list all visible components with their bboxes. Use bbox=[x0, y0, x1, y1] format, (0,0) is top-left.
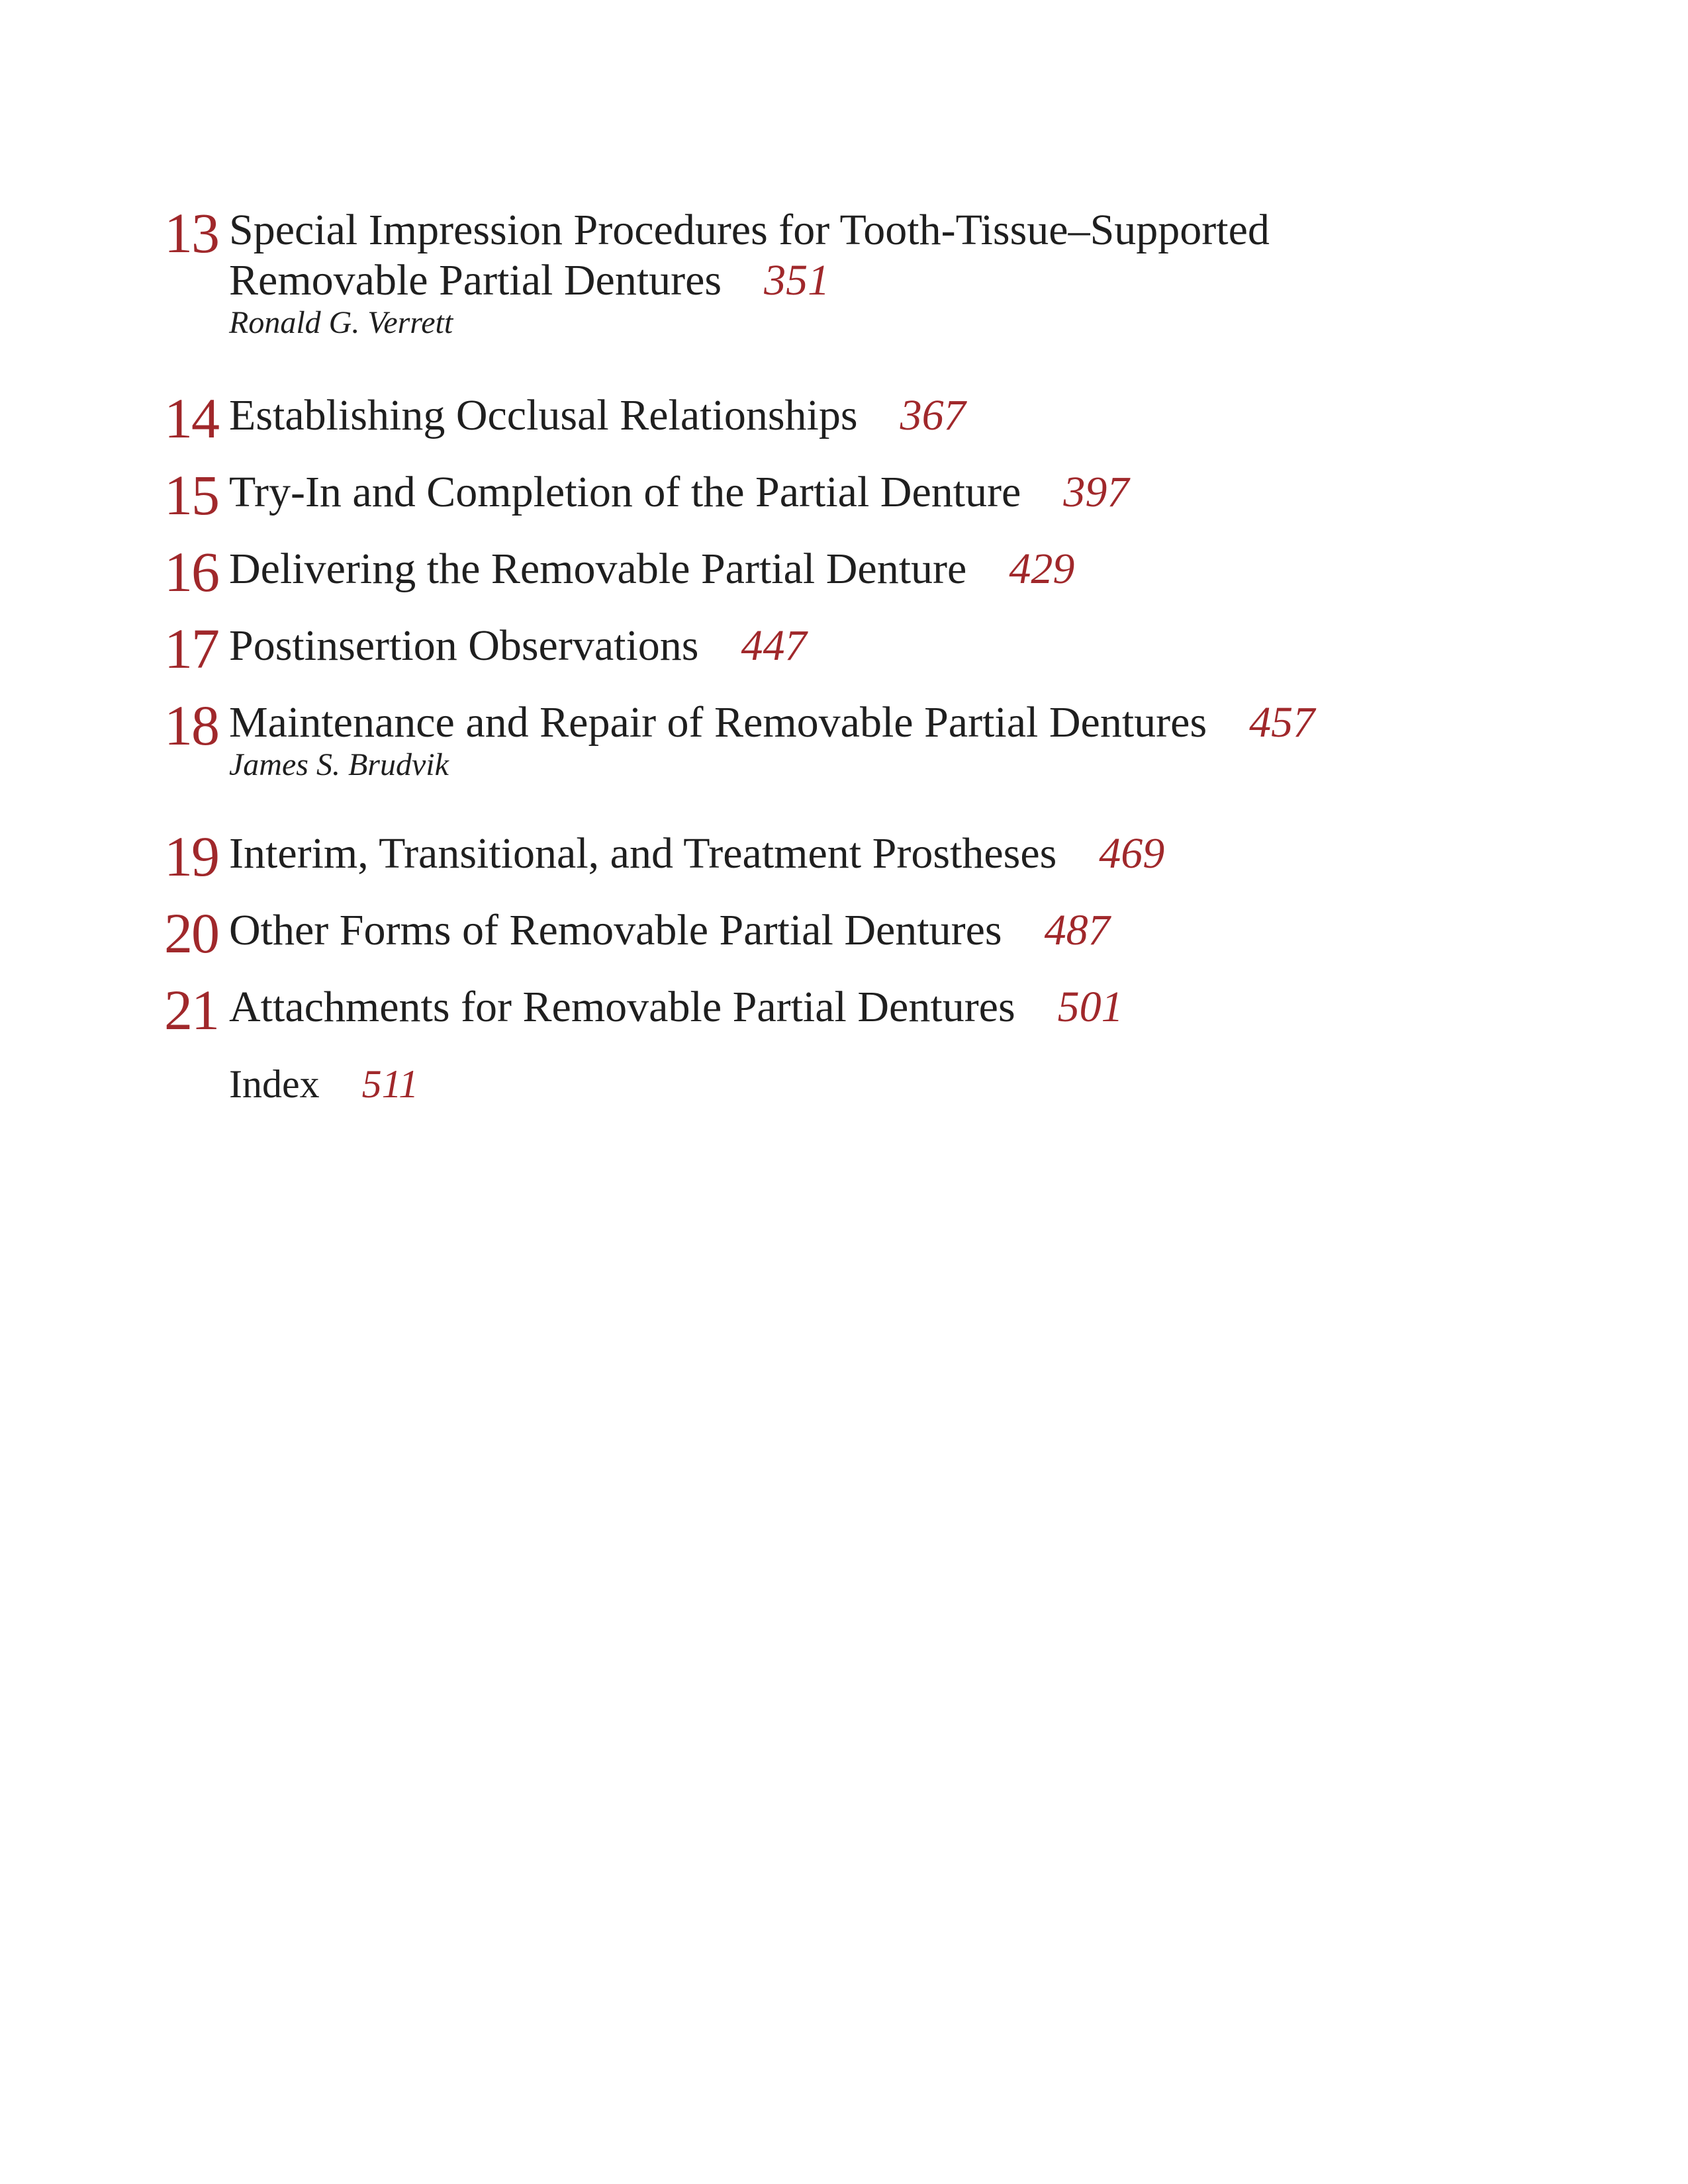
chapter-title-line-1: Special Impression Procedures for Tooth-Tissue–Supported bbox=[229, 206, 1270, 254]
chapter-title-text: Try-In and Completion of the Partial Denture bbox=[229, 468, 1021, 516]
page-number: 501 bbox=[1057, 983, 1123, 1031]
chapter-title[interactable] bbox=[229, 829, 1164, 879]
chapter-title-text: Postinsertion Observations bbox=[229, 621, 699, 670]
chapter-title-text: Delivering the Removable Partial Denture bbox=[229, 545, 967, 593]
page-number: 457 bbox=[1249, 698, 1315, 747]
chapter-number: 13 bbox=[164, 201, 218, 265]
chapter-author: Ronald G. Verrett bbox=[229, 305, 453, 340]
page-number: 511 bbox=[361, 1062, 419, 1106]
page-number: 351 bbox=[764, 256, 830, 304]
index-title[interactable] bbox=[229, 1059, 418, 1109]
chapter-number: 20 bbox=[164, 901, 218, 965]
page-number: 469 bbox=[1099, 829, 1165, 878]
chapter-number: 19 bbox=[164, 825, 218, 888]
chapter-title[interactable] bbox=[229, 544, 1074, 594]
chapter-title-text: Other Forms of Removable Partial Dentures bbox=[229, 906, 1002, 954]
chapter-number: 15 bbox=[164, 463, 218, 527]
chapter-title-text: Interim, Transitional, and Treatment Prostheses bbox=[229, 829, 1057, 878]
chapter-author: James S. Brudvik bbox=[229, 747, 449, 782]
page-number: 397 bbox=[1063, 468, 1129, 516]
chapter-title[interactable] bbox=[229, 905, 1110, 956]
chapter-title[interactable] bbox=[229, 698, 1315, 748]
page-number: 447 bbox=[741, 621, 807, 670]
chapter-title[interactable] bbox=[229, 982, 1123, 1032]
page-number: 429 bbox=[1009, 545, 1075, 593]
index-title-text: Index bbox=[229, 1062, 320, 1106]
chapter-title-text: Maintenance and Repair of Removable Partial Dentures bbox=[229, 698, 1207, 747]
chapter-title-text: Establishing Occlusal Relationships bbox=[229, 391, 858, 439]
chapter-title-text: Attachments for Removable Partial Dentures bbox=[229, 983, 1015, 1031]
chapter-number: 18 bbox=[164, 694, 218, 757]
page-number: 367 bbox=[900, 391, 966, 439]
chapter-title-line-2 bbox=[229, 255, 1270, 306]
chapter-title[interactable] bbox=[229, 390, 966, 441]
chapter-number: 14 bbox=[164, 387, 218, 450]
chapter-title[interactable] bbox=[229, 205, 1270, 306]
chapter-number: 16 bbox=[164, 540, 218, 604]
page-number: 487 bbox=[1044, 906, 1110, 954]
chapter-title-text: Removable Partial Dentures bbox=[229, 256, 722, 304]
chapter-title[interactable] bbox=[229, 621, 806, 671]
chapter-title[interactable] bbox=[229, 467, 1129, 518]
chapter-number: 17 bbox=[164, 617, 218, 680]
chapter-number: 21 bbox=[164, 978, 218, 1042]
